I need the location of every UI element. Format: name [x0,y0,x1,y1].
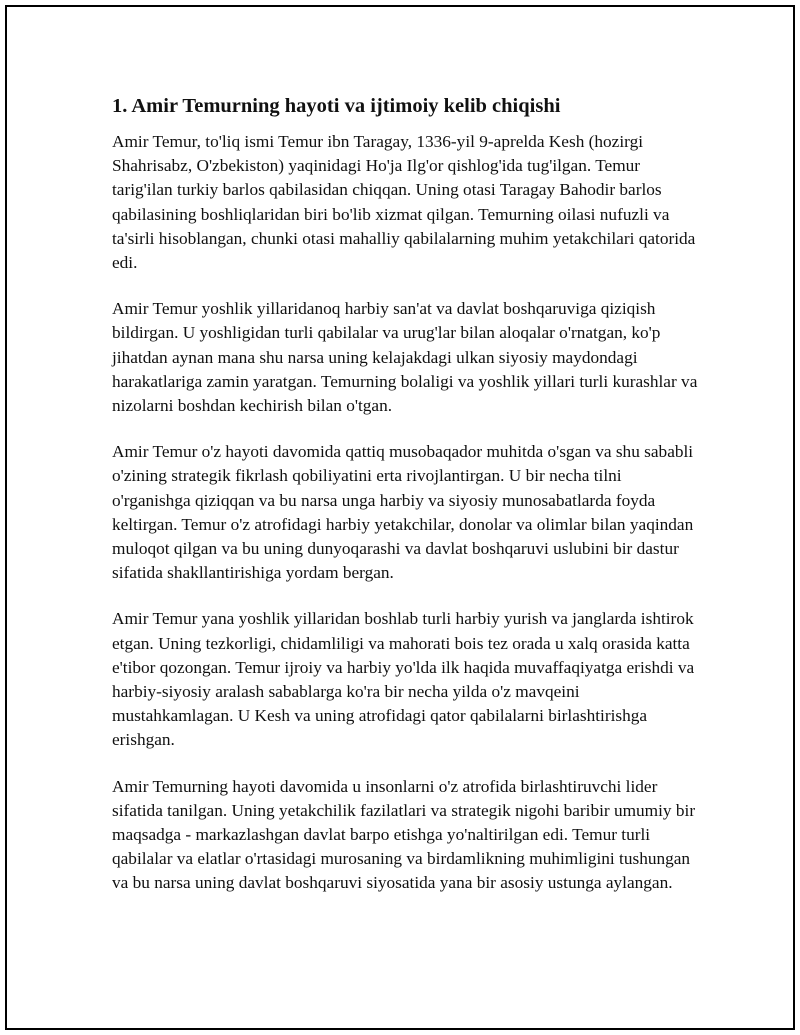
document-body [112,92,702,918]
paragraph-3: Amir Temur o'z hayoti davomida qattiq musobaqador muhitda o'sgan va shu sababli o'zining strategik fikrlash qobiliyatini erta rivojlantirgan. U bir necha tilni o'rganishga qiziqqan va bu narsa unga harbiy va siyosiy munosabatlarda foyda keltirgan. Temur o'z atrofidagi harbiy yetakchilar, donolar va olimlar bilan yaqindan muloqot qilgan va bu uning dunyoqarashi va davlat boshqaruvi uslubini bir dastur sifatida shakllantirishiga yordam bergan. [112,442,694,583]
paragraph-2: Amir Temur yoshlik yillaridanoq harbiy san'at va davlat boshqaruviga qiziqish bildirgan. U yoshligidan turli qabilalar va urug'lar bilan aloqalar o'rnatgan, ko'p jihatdan aynan mana shu narsa uning kelajakdagi ulkan siyosiy maydondagi harakatlariga zamin yaratgan. Temurning bolaligi va yoshlik yillari turli kurashlar va nizolarni boshdan kechirish bilan o'tgan. [112,299,698,416]
paragraph-4: Amir Temur yana yoshlik yillaridan boshlab turli harbiy yurish va janglarda ishtirok etgan. Uning tezkorligi, chidamliligi va mahorati bois tez orada u xalq orasida katta e'tibor qozongan. Temur ijroiy va harbiy yo'lda ilk haqida muvaffaqiyatga erishdi va harbiy-siyosiy aralash sabablarga ko'ra bir necha yilda o'z mavqeini mustahkamlagan. U Kesh va uning atrofidagi qator qabilalarni birlashtirishga erishgan. [112,609,695,750]
paragraph-1: Amir Temur, to'liq ismi Temur ibn Taragay, 1336-yil 9-aprelda Kesh (hozirgi Shahrisabz, O'zbekiston) yaqinidagi Ho'ja Ilg'or qishlog'ida tug'ilgan. Temur tarig'ilan turkiy barlos qabilasidan chiqqan. Uning otasi Taragay Bahodir barlos qabilasining boshliqlaridan biri bo'lib xizmat qilgan. Temurning oilasi nufuzli va ta'sirli hisoblangan, chunki otasi mahalliy qabilalarning muhim yetakchilari qatorida edi. [112,132,696,273]
paragraph-5: Amir Temurning hayoti davomida u insonlarni o'z atrofida birlashtiruvchi lider sifatida tanilgan. Uning yetakchilik fazilatlari va strategik nigohi baribir umumiy bir maqsadga - markazlashgan davlat barpo etishga yo'naltirilgan edi. Temur turli qabilalar va elatlar o'rtasidagi murosaning va birdamlikning muhimligini tushungan va bu narsa uning davlat boshqaruvi siyosatida yana bir asosiy ustunga aylangan. [112,776,696,893]
section-heading: 1. Amir Temurning hayoti va ijtimoiy kelib chiqishi [112,95,561,117]
